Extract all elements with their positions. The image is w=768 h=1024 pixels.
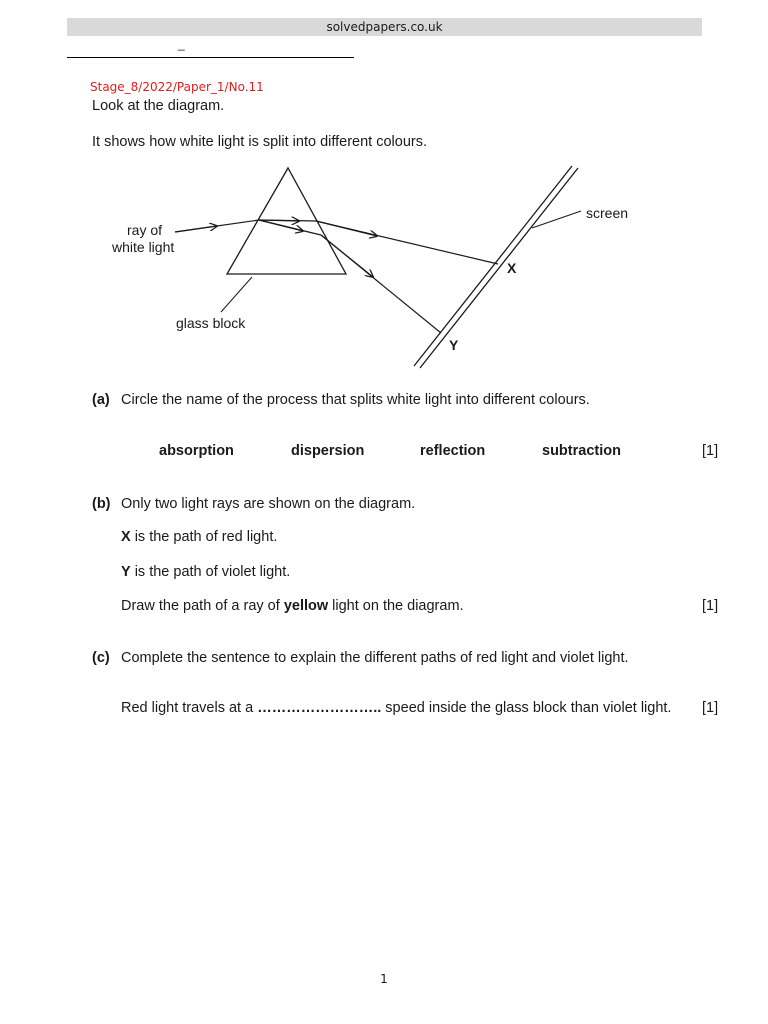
part-b-label: (b) — [92, 496, 111, 512]
header-rule — [67, 57, 354, 58]
intro-line-1: Look at the diagram. — [92, 98, 225, 114]
part-c-sentence — [121, 699, 671, 717]
draw-bold: yellow — [283, 598, 329, 614]
prism-diagram — [100, 160, 660, 380]
glass-label: glass block — [176, 315, 246, 331]
sentence-post: speed inside the glass block than violet light. — [381, 700, 672, 716]
part-a-marks: [1] — [702, 443, 719, 459]
part-c-label: (c) — [92, 650, 110, 666]
y-bold: Y — [121, 564, 131, 580]
page-number: 1 — [380, 972, 388, 986]
glass-leader — [221, 277, 252, 312]
part-a-question: Circle the name of the process that splits white light into different colours. — [121, 392, 590, 408]
part-b-y-line — [121, 563, 290, 581]
screen-leader — [532, 211, 581, 228]
part-a-label: (a) — [92, 392, 110, 408]
site-name: solvedpapers.co.uk — [326, 20, 443, 34]
x-rest: is the path of red light. — [130, 529, 278, 545]
point-y-label: Y — [449, 337, 459, 353]
sentence-pre: Red light travels at a — [121, 700, 258, 716]
draw-pre: Draw the path of a ray of — [121, 598, 284, 614]
part-c-question: Complete the sentence to explain the different paths of red light and violet light. — [121, 650, 629, 666]
answer-blank[interactable]: …………………….. — [257, 700, 382, 716]
point-x-label: X — [507, 260, 517, 276]
option-absorption[interactable]: absorption — [159, 443, 234, 459]
option-reflection[interactable]: reflection — [420, 443, 486, 459]
question-reference: Stage_8/2022/Paper_1/No.11 — [90, 80, 264, 94]
intro-line-2: It shows how white light is split into different colours. — [92, 134, 428, 150]
x-bold: X — [121, 529, 131, 545]
header-dash: _ — [178, 37, 185, 51]
part-c-marks: [1] — [702, 700, 719, 716]
draw-post: light on the diagram. — [328, 598, 464, 614]
y-rest: is the path of violet light. — [130, 564, 291, 580]
violet-ray-inside-arrow — [259, 220, 303, 231]
screen-label: screen — [586, 205, 629, 221]
incident-ray-arrow — [175, 226, 217, 232]
violet-ray-outside-arrow — [321, 235, 373, 277]
part-b-draw-line — [121, 597, 464, 615]
ray-label-line-1: ray of — [127, 222, 163, 238]
part-b-marks: [1] — [702, 598, 719, 614]
ray-label-line-2: white light — [112, 239, 175, 255]
option-dispersion[interactable]: dispersion — [291, 443, 365, 459]
part-b-line-1: Only two light rays are shown on the diagram. — [121, 496, 416, 512]
red-ray-outside-arrow — [316, 221, 377, 236]
screen-line-outer — [414, 166, 572, 366]
screen-line-inner — [420, 168, 578, 368]
site-header — [67, 18, 702, 36]
option-subtraction[interactable]: subtraction — [542, 443, 621, 459]
part-b-x-line — [121, 528, 277, 546]
